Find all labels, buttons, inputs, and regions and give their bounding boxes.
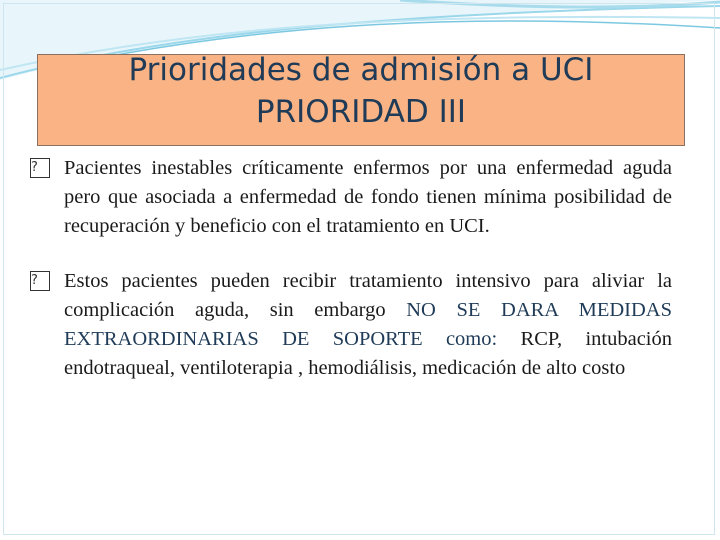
- slide-subtitle: PRIORIDAD III: [255, 94, 467, 130]
- bullet-text-after: RCP, intubación endotraqueal, ventiloterapia , hemodiálisis, medicación de alto costo: [64, 328, 672, 379]
- bullet-text: Estos pacientes pueden recibir tratamiento intensivo para aliviar la complicación aguda, sin embargo: [64, 270, 672, 321]
- replacement-char-icon: ?: [30, 271, 50, 291]
- title-box: [37, 54, 685, 146]
- slide-content: [30, 154, 672, 383]
- bullet-item: [30, 154, 672, 241]
- slide-title: Prioridades de admisión a UCI: [128, 52, 594, 88]
- bullet-item: [30, 267, 672, 383]
- replacement-char-icon: ?: [30, 158, 50, 178]
- bullet-emphasis: NO SE DARA MEDIDAS EXTRAORDINARIAS DE SOPORTE como:: [64, 299, 672, 350]
- bullet-text: Pacientes inestables críticamente enfermos por una enfermedad aguda pero que asociada a enfermedad de fondo tienen mínima posibilidad de recuperación y beneficio con el tratamiento en UCI.: [64, 157, 672, 237]
